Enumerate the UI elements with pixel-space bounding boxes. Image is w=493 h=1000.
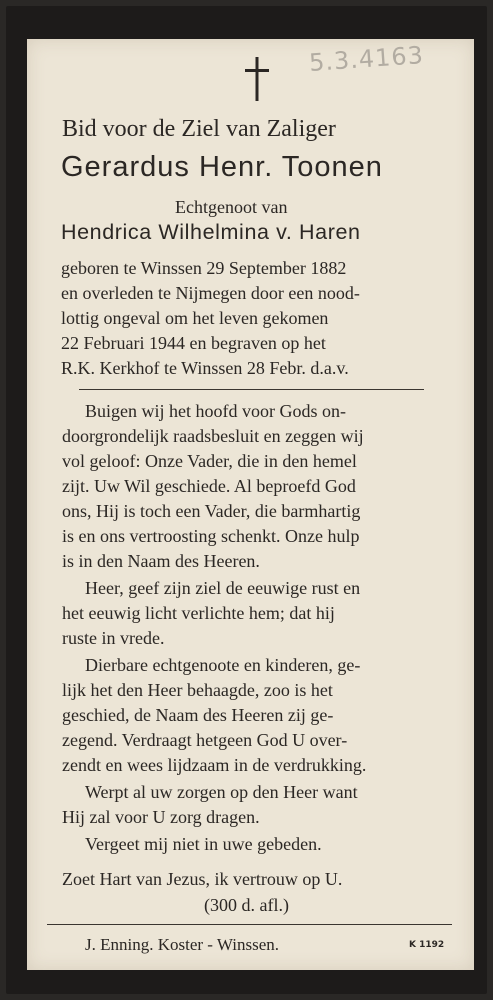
- invocation-line: Zoet Hart van Jezus, ik vertrouw op U.: [62, 869, 343, 889]
- body-line: zegend. Verdraagt hetgeen God U over-: [62, 730, 348, 750]
- body-line: zendt en wees lijdzaam in de verdrukking.: [62, 755, 367, 775]
- divider-top: [79, 389, 424, 390]
- prayer-heading: Bid voor de Ziel van Zaliger: [62, 116, 336, 142]
- body-line: is en ons vertroosting schenkt. Onze hulp: [62, 526, 360, 546]
- body-line: het eeuwig licht verlichte hem; dat hij: [62, 603, 335, 623]
- relation-label: Echtgenoot van: [175, 197, 288, 217]
- body-line: doorgrondelijk raadsbesluit en zeggen wij: [62, 426, 364, 446]
- print-code: K 1192: [409, 940, 445, 950]
- body-line: Vergeet mij niet in uwe gebeden.: [85, 834, 322, 854]
- body-line: Werpt al uw zorgen op den Heer want: [85, 782, 358, 802]
- body-line: geschied, de Naam des Heeren zij ge-: [62, 705, 334, 725]
- body-line: vol geloof: Onze Vader, die in den hemel: [62, 451, 357, 471]
- body-line: Dierbare echtgenoote en kinderen, ge-: [85, 655, 361, 675]
- archive-number: 5.3.4163: [308, 41, 425, 77]
- memorial-card: [27, 39, 474, 970]
- bio-line: R.K. Kerkhof te Winssen 28 Febr. d.a.v.: [61, 358, 349, 378]
- bio-line: 22 Februari 1944 en begraven op het: [61, 333, 326, 353]
- cross-icon: [245, 57, 269, 101]
- body-line: Buigen wij het hoofd voor Gods on-: [85, 401, 346, 421]
- divider-bottom: [47, 924, 452, 925]
- body-line: ruste in vrede.: [62, 628, 165, 648]
- body-line: ons, Hij is toch een Vader, die barmhartig: [62, 501, 361, 521]
- bio-line: en overleden te Nijmegen door een nood-: [61, 283, 360, 303]
- body-line: is in den Naam des Heeren.: [62, 551, 260, 571]
- body-line: zijt. Uw Wil geschiede. Al beproefd God: [62, 476, 356, 496]
- indulgence-note: (300 d. afl.): [204, 895, 289, 915]
- spouse-name: Hendrica Wilhelmina v. Haren: [61, 220, 361, 244]
- printer-credit: J. Enning. Koster - Winssen.: [85, 935, 280, 954]
- bio-line: lottig ongeval om het leven gekomen: [61, 308, 329, 328]
- body-line: Heer, geef zijn ziel de eeuwige rust en: [85, 578, 361, 598]
- bio-line: geboren te Winssen 29 September 1882: [61, 258, 347, 278]
- body-line: Hij zal voor U zorg dragen.: [62, 807, 260, 827]
- body-line: lijk het den Heer behaagde, zoo is het: [62, 680, 333, 700]
- deceased-name: Gerardus Henr. Toonen: [61, 151, 383, 183]
